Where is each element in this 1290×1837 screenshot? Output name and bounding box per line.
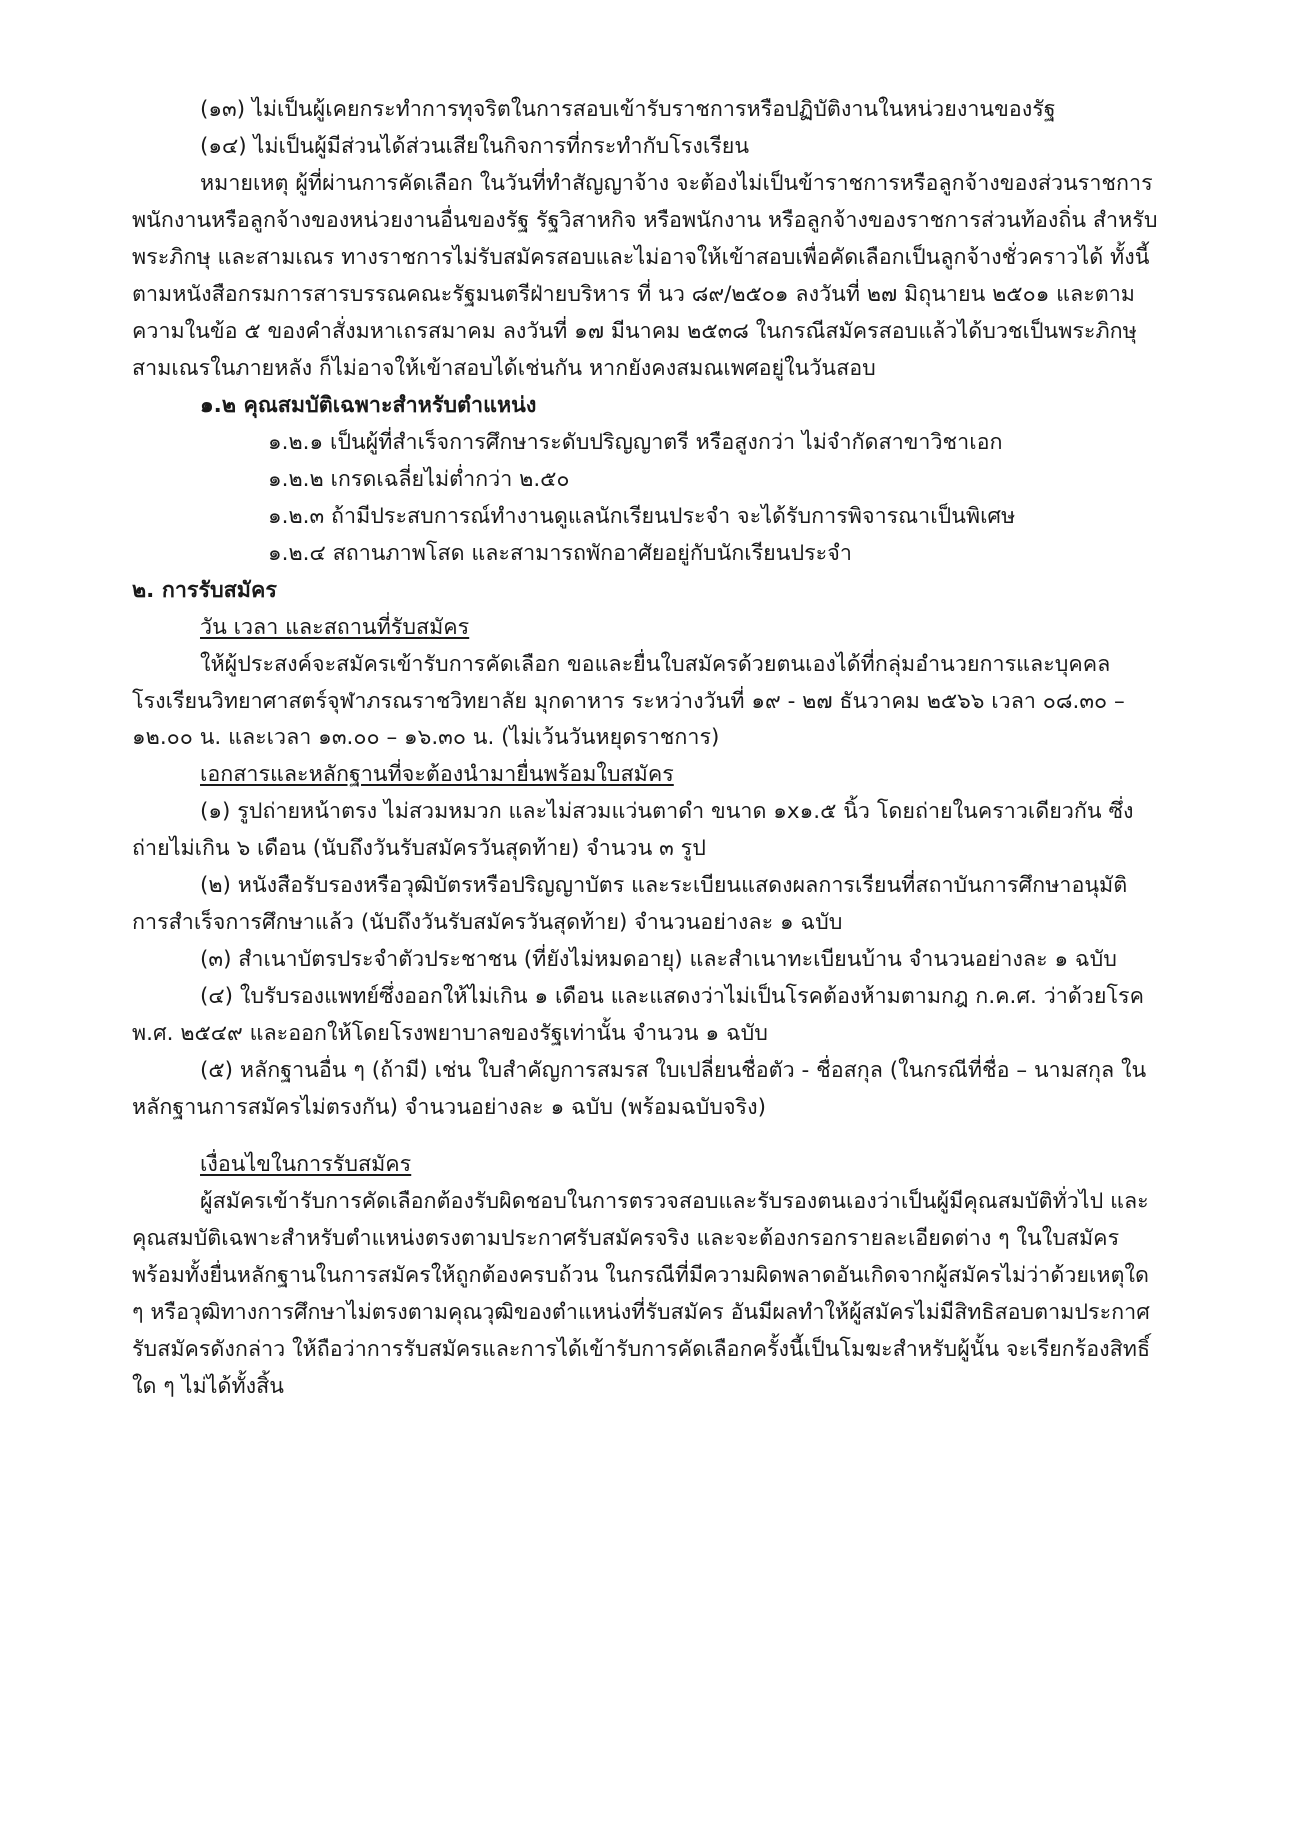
subheading-application-conditions: เงื่อนไขในการรับสมัคร (200, 1152, 412, 1178)
paragraph-conditions: ผู้สมัครเข้ารับการคัดเลือกต้องรับผิดชอบในการตรวจสอบและรับรองตนเองว่าเป็นผู้มีคุณสมบัติทั่วไป และคุณสมบัติเฉพาะสำหรับตำแหน่งตรงตามประกาศรับสมัครจริง และจะต้องกรอกรายละเอียดต่าง ๆ ในใบสมัคร พร้อมทั้งยื่นหลักฐานในการสมัครให้ถูกต้องครบถ้วน ในกรณีที่มีความผิดพลาดอันเกิดจากผู้สมัครไม่ว่าด้วยเหตุใด ๆ หรือวุฒิทางการศึกษาไม่ตรงตามคุณวุฒิของตำแหน่งที่รับสมัคร อันมีผลทำให้ผู้สมัครไม่มีสิทธิสอบตามประกาศรับสมัครดังกล่าว ให้ถือว่าการรับสมัครและการได้เข้ารับการคัดเลือกครั้งนี้เป็นโมฆะสำหรับผู้นั้น จะเรียกร้องสิทธิ์ใด ๆ ไม่ได้ทั้งสิ้น (132, 1189, 1151, 1399)
document-body (132, 92, 1158, 1406)
list-item-1-2-2: ๑.๒.๒ เกรดเฉลี่ยไม่ต่ำกว่า ๒.๕๐ (268, 466, 570, 492)
document-item-2: (๒) หนังสือรับรองหรือวุฒิบัตรหรือปริญญาบัตร และระเบียนแสดงผลการเรียนที่สถาบันการศึกษาอนุมัติการสำเร็จการศึกษาแล้ว (นับถึงวันรับสมัครวันสุดท้าย) จำนวนอย่างละ ๑ ฉบับ (132, 873, 1128, 936)
subheading-required-documents: เอกสารและหลักฐานที่จะต้องนำมายื่นพร้อมใบสมัคร (200, 762, 674, 788)
heading-application: ๒. การรับสมัคร (132, 577, 277, 603)
paragraph-item-14: (๑๔) ไม่เป็นผู้มีส่วนได้ส่วนเสียในกิจการที่กระทำกับโรงเรียน (200, 133, 750, 159)
document-item-5: (๕) หลักฐานอื่น ๆ (ถ้ามี) เช่น ใบสำคัญการสมรส ใบเปลี่ยนชื่อตัว - ชื่อสกุล (ในกรณีที่ชื่อ – นามสกุล ในหลักฐานการสมัครไม่ตรงกัน) จำนวนอย่างละ ๑ ฉบับ (พร้อมฉบับจริง) (132, 1058, 1147, 1121)
spacer (132, 1127, 1158, 1147)
list-item-1-2-3: ๑.๒.๓ ถ้ามีประสบการณ์ทำงานดูแลนักเรียนประจำ จะได้รับการพิจารณาเป็นพิเศษ (268, 503, 1016, 529)
document-item-1: (๑) รูปถ่ายหน้าตรง ไม่สวมหมวก และไม่สวมแว่นตาดำ ขนาด ๑x๑.๕ นิ้ว โดยถ่ายในคราวเดียวกัน ซึ่งถ่ายไม่เกิน ๖ เดือน (นับถึงวันรับสมัครวันสุดท้าย) จำนวน ๓ รูป (132, 799, 1134, 862)
heading-qualifications-specific: ๑.๒ คุณสมบัติเฉพาะสำหรับตำแหน่ง (200, 392, 537, 418)
list-item-1-2-4: ๑.๒.๔ สถานภาพโสด และสามารถพักอาศัยอยู่กับนักเรียนประจำ (268, 540, 852, 566)
document-item-3: (๓) สำเนาบัตรประจำตัวประชาชน (ที่ยังไม่หมดอายุ) และสำเนาทะเบียนบ้าน จำนวนอย่างละ ๑ ฉบับ (200, 947, 1117, 973)
subheading-date-time-place: วัน เวลา และสถานที่รับสมัคร (200, 614, 470, 640)
paragraph-application-details: ให้ผู้ประสงค์จะสมัครเข้ารับการคัดเลือก ขอและยื่นใบสมัครด้วยตนเองได้ที่กลุ่มอำนวยการและบุคคล โรงเรียนวิทยาศาสตร์จุฬาภรณราชวิทยาลัย มุกดาหาร ระหว่างวันที่ ๑๙ - ๒๗ ธันวาคม ๒๕๖๖ เวลา ๐๘.๓๐ – ๑๒.๐๐ น. และเวลา ๑๓.๐๐ – ๑๖.๓๐ น. (ไม่เว้นวันหยุดราชการ) (132, 651, 1125, 751)
paragraph-item-13: (๑๓) ไม่เป็นผู้เคยกระทำการทุจริตในการสอบเข้ารับราชการหรือปฏิบัติงานในหน่วยงานของรัฐ (200, 97, 1056, 122)
paragraph-note: หมายเหตุ ผู้ที่ผ่านการคัดเลือก ในวันที่ทำสัญญาจ้าง จะต้องไม่เป็นข้าราชการหรือลูกจ้างของส่วนราชการ พนักงานหรือลูกจ้างของหน่วยงานอื่นของรัฐ รัฐวิสาหกิจ หรือพนักงาน หรือลูกจ้างของราชการส่วนท้องถิ่น สำหรับพระภิกษุ และสามเณร ทางราชการไม่รับสมัครสอบและไม่อาจให้เข้าสอบเพื่อคัดเลือกเป็นลูกจ้างชั่วคราวได้ ทั้งนี้ ตามหนังสือกรมการสารบรรณคณะรัฐมนตรีฝ่ายบริหาร ที่ นว ๘๙/๒๕๐๑ ลงวันที่ ๒๗ มิถุนายน ๒๕๐๑ และตามความในข้อ ๕ ของคำสั่งมหาเถรสมาคม ลงวันที่ ๑๗ มีนาคม ๒๕๓๘ ในกรณีสมัครสอบแล้วได้บวชเป็นพระภิกษุสามเณรในภายหลัง ก็ไม่อาจให้เข้าสอบได้เช่นกัน หากยังคงสมณเพศอยู่ในวันสอบ (132, 170, 1158, 381)
list-item-1-2-1: ๑.๒.๑ เป็นผู้ที่สำเร็จการศึกษาระดับปริญญาตรี หรือสูงกว่า ไม่จำกัดสาขาวิชาเอก (268, 429, 1003, 455)
document-item-4: (๔) ใบรับรองแพทย์ซึ่งออกให้ไม่เกิน ๑ เดือน และแสดงว่าไม่เป็นโรคต้องห้ามตามกฎ ก.ค.ศ. ว่าด้วยโรค พ.ศ. ๒๕๔๙ และออกให้โดยโรงพยาบาลของรัฐเท่านั้น จำนวน ๑ ฉบับ (132, 984, 1144, 1047)
